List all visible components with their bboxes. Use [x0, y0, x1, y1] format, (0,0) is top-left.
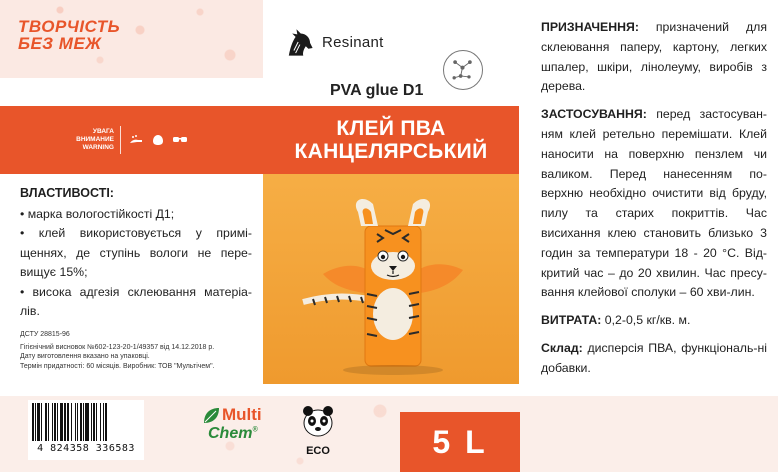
eco-label: ECO	[306, 445, 330, 457]
product-title-line-2: КАНЦЕЛЯРСЬКИЙ	[294, 140, 488, 163]
composition-block	[541, 339, 767, 379]
multichem-bottom-text: Chem	[208, 425, 253, 442]
composition-text: дисперсія ПВА, функціональ-ні добавки.	[541, 340, 767, 375]
slogan-line-1: ТВОРЧІСТЬ	[18, 17, 121, 36]
properties-item-3: • висока адгезія склеювання матеріа-лів.	[20, 284, 252, 318]
slogan-line-2: БЕЗ МЕЖ	[18, 34, 102, 53]
eco-badge	[298, 403, 338, 457]
manufacture-date-line: Дату виготовлення вказано на упаковці.	[20, 353, 150, 361]
warning-line-1: УВАГА	[92, 128, 114, 135]
multichem-bottom	[208, 425, 258, 443]
warning-icons	[128, 134, 188, 146]
product-code: PVA glue D1	[330, 82, 424, 99]
brand-slogan	[18, 18, 120, 52]
brand-banner	[0, 0, 263, 78]
small-print	[20, 330, 260, 371]
warning-line-3: WARNING	[82, 144, 114, 151]
molecule-circle-icon	[443, 50, 483, 90]
consumption-label: ВИТРАТА:	[541, 313, 602, 328]
product-title	[263, 106, 519, 174]
properties-heading: ВЛАСТИВОСТІ:	[20, 186, 114, 200]
instructions-column	[541, 18, 767, 387]
warning-line-2: ВНИМАНИЕ	[76, 136, 114, 143]
panda-icon	[300, 403, 336, 439]
brand-name: Resinant	[322, 33, 384, 51]
multichem-registered: ®	[252, 426, 258, 434]
warning-divider	[120, 126, 121, 154]
purpose-label: ПРИЗНАЧЕННЯ:	[541, 20, 639, 34]
warning-text	[64, 128, 114, 152]
horse-head-icon	[282, 25, 316, 59]
hand-wash-icon	[128, 134, 144, 146]
product-photo	[263, 174, 519, 384]
goggles-icon	[172, 134, 188, 146]
volume-badge: 5 L	[400, 412, 520, 472]
consumption-block	[541, 311, 767, 331]
eye-icon	[150, 134, 166, 146]
multichem-logo	[200, 405, 280, 451]
properties-section	[20, 184, 252, 322]
product-title-line-1: КЛЕЙ ПВА	[336, 117, 446, 140]
tiger-craft-illustration	[263, 174, 519, 384]
properties-item-1: • марка вологостійкості Д1;	[20, 206, 175, 221]
consumption-text: 0,2-0,5 кг/кв. м.	[601, 313, 691, 328]
molecule-icon	[444, 51, 481, 88]
barcode-bar	[107, 403, 108, 441]
composition-label: Склад:	[541, 340, 583, 355]
warning-strip	[0, 106, 263, 174]
standard-line: ДСТУ 28815-96	[20, 331, 70, 338]
brand-logo	[282, 22, 402, 62]
multichem-top: Multi	[222, 405, 262, 424]
leaf-icon	[200, 405, 222, 427]
usage-label: ЗАСТОСУВАННЯ:	[541, 107, 647, 122]
usage-text: перед застосуван-ням клей ретельно перемішати. Клей наносити на поверхню пензлем чи валиком. Перед нанесенням по-верхню необхідно очистити від бруду, пилу та старих покриттів. Час висихання клею становить близько 3 годин за температури 18 - 20 °С. Від-критий час – до 20 хвилин. Час пресу-вання клейової сполуки – 60 хви-лин.	[541, 107, 767, 300]
hygiene-line: Гігієнічний висновок №602-123-20-1/49357 від 14.12.2018 р.	[20, 343, 215, 351]
purpose-text: призначений для склеювання паперу, картону, легких шпалер, шкіри, лінолеуму, виробів з дерева.	[541, 20, 767, 94]
usage-block	[541, 105, 767, 303]
barcode-bars	[32, 403, 140, 441]
properties-item-2: • клей використовується у примі-щеннях, де ступінь вологи не пере-вищує 15%;	[20, 226, 252, 279]
shelf-life-line: Термін придатності: 60 місяців. Виробник: ТОВ "Мультічем".	[20, 362, 215, 370]
purpose-block	[541, 18, 767, 97]
barcode	[28, 400, 144, 460]
barcode-digits: 4 824358 336583	[37, 443, 135, 454]
